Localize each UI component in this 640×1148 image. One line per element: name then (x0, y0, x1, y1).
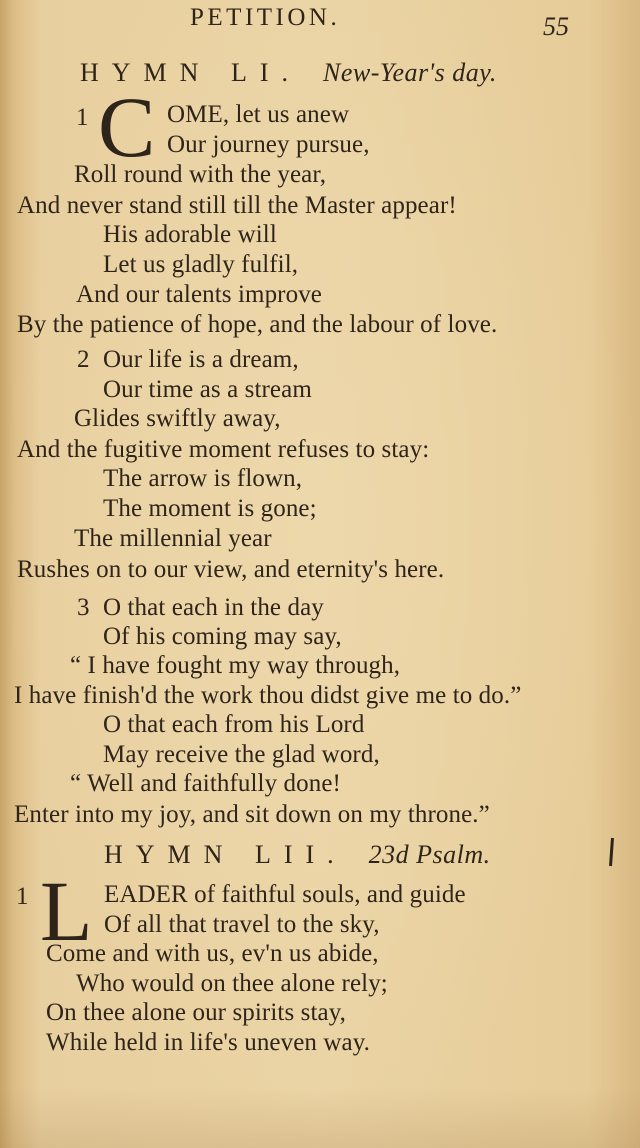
verse-line: And our talents improve (76, 281, 323, 308)
verse-line: Enter into my joy, and sit down on my throne.” (14, 801, 490, 828)
verse-line: His adorable will (103, 221, 277, 248)
stanza-number: 1 (16, 883, 29, 910)
drop-cap: C (98, 79, 156, 175)
verse-line: Roll round with the year, (74, 161, 327, 188)
verse-line: Of his coming may say, (103, 623, 342, 650)
verse-line: Glides swiftly away, (74, 405, 281, 432)
verse-line: While held in life's uneven way. (46, 1029, 371, 1056)
verse-line: The moment is gone; (103, 495, 317, 522)
stanza-number: 1 (76, 104, 89, 131)
hymn-52-subtitle: 23d Psalm. (368, 840, 491, 869)
hymn-52-title: HYMN LII. (104, 840, 347, 869)
stanza-number: 3 (77, 594, 90, 621)
verse-line: Come and with us, ev'n us abide, (46, 940, 379, 967)
verse-line: I have finish'd the work thou didst give me to do.” (14, 682, 522, 709)
page-number: 55 (543, 12, 569, 41)
margin-mark (609, 838, 614, 866)
verse-line: “ Well and faithfully done! (70, 770, 341, 797)
verse-line: O that each from his Lord (103, 711, 365, 738)
stanza-number: 2 (77, 346, 90, 373)
verse-line: By the patience of hope, and the labour of love. (17, 311, 498, 338)
running-head: PETITION. (190, 4, 341, 31)
verse-line: On thee alone our spirits stay, (46, 999, 347, 1026)
hymn-51-subtitle: New-Year's day. (323, 58, 497, 87)
verse-line: Our life is a dream, (103, 346, 299, 373)
verse-line: And the fugitive moment refuses to stay: (17, 436, 430, 463)
verse-line: Our time as a stream (103, 376, 312, 403)
verse-line: Let us gladly fulfil, (103, 251, 299, 278)
verse-line: O that each in the day (103, 594, 324, 621)
verse-line: OME, let us anew (167, 101, 350, 128)
verse-line: May receive the glad word, (103, 741, 380, 768)
verse-line: Of all that travel to the sky, (104, 911, 380, 938)
verse-line: Who would on thee alone rely; (76, 970, 388, 997)
hymn-51-title: HYMN LI. (80, 58, 301, 87)
hymn-52-heading (104, 840, 491, 870)
drop-cap: L (40, 863, 93, 959)
verse-line: The millennial year (74, 525, 272, 552)
verse-line: And never stand still till the Master appear! (17, 192, 457, 219)
verse-line: EADER of faithful souls, and guide (104, 881, 466, 908)
verse-line: Our journey pursue, (167, 131, 370, 158)
verse-line: Rushes on to our view, and eternity's here. (17, 556, 445, 583)
verse-line: “ I have fought my way through, (70, 652, 401, 679)
verse-line: The arrow is flown, (103, 465, 303, 492)
